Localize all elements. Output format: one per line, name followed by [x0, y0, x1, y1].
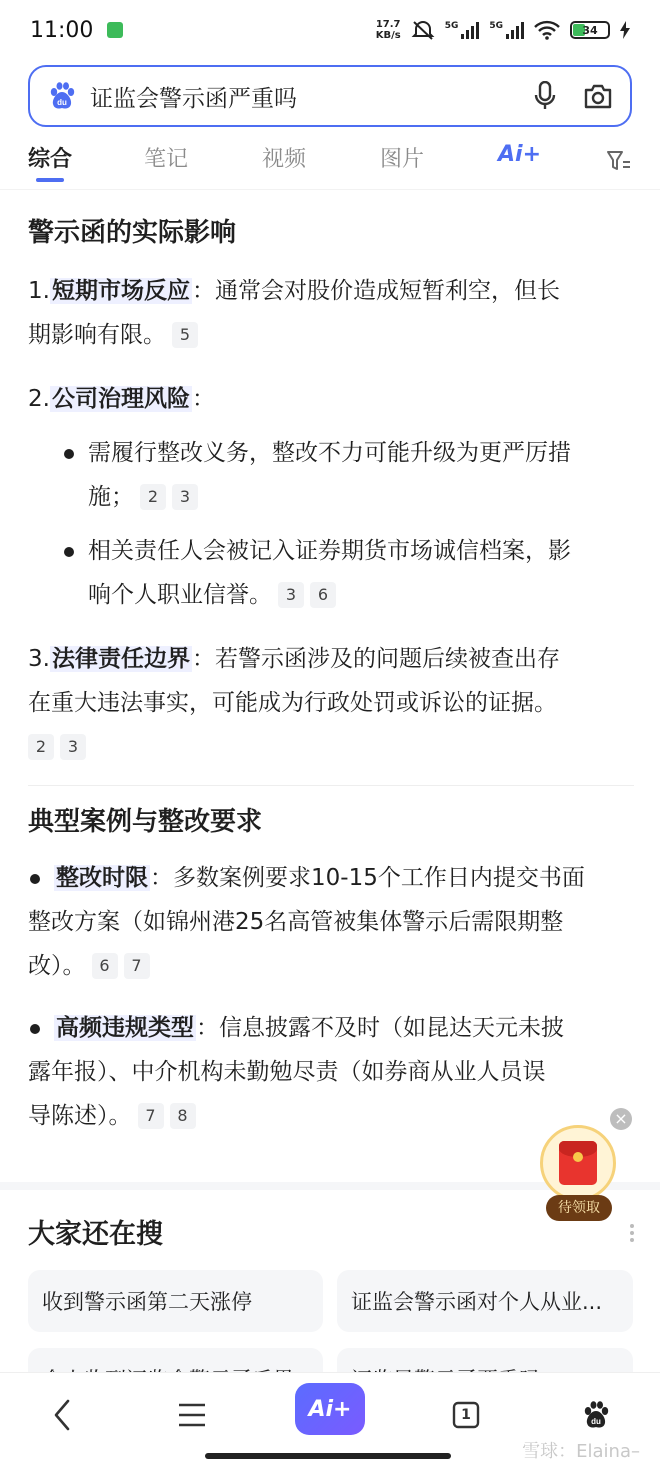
tab-videos[interactable]: 视频	[262, 147, 307, 172]
battery-icon: 34	[570, 21, 610, 39]
section-title: 警示函的实际影响	[28, 218, 237, 248]
svg-text:du: du	[591, 1417, 601, 1426]
tab-images[interactable]: 图片	[380, 147, 425, 172]
reference-badge[interactable]: 3	[60, 734, 86, 760]
baidu-paw-icon	[581, 1400, 611, 1430]
sub-list-item: 需履行整改义务，整改不力可能升级为更严厉措 施； 2 3	[28, 431, 634, 519]
menu-icon	[177, 1402, 207, 1428]
reference-badge[interactable]: 3	[278, 582, 304, 608]
tabs-button[interactable]	[446, 1395, 486, 1435]
list-item: 1.短期市场反应：通常会对股价造成短暂利空，但长 期影响有限。 5	[28, 278, 560, 348]
tab-notes[interactable]: 笔记	[144, 147, 189, 172]
close-icon[interactable]: ×	[610, 1108, 632, 1130]
bottom-navigation	[0, 1372, 660, 1467]
reference-badge[interactable]: 3	[172, 484, 198, 510]
list-item: 3.法律责任边界：若警示函涉及的问题后续被查出存 在重大违法事实，可能成为行政处罚或诉讼的证据。 2 3	[28, 637, 634, 769]
mute-alarm-icon	[411, 19, 435, 41]
ai-assistant-button[interactable]: Ai+	[295, 1383, 365, 1435]
watermark: 雪球：Elaina–	[522, 1441, 640, 1462]
red-envelope-icon	[540, 1125, 616, 1201]
keyword-highlight: 整改时限	[56, 865, 148, 891]
reference-badge[interactable]: 8	[170, 1103, 196, 1129]
keyword-highlight: 公司治理风险	[51, 386, 190, 412]
tab-count: 1	[461, 1407, 471, 1423]
status-indicators	[376, 19, 630, 41]
reference-badge[interactable]: 6	[92, 953, 118, 979]
list-item: 整改时限：多数案例要求10-15个工作日内提交书面 整改方案（如锦州港25名高管被集体警示后需限期整 改）。 6 7	[28, 856, 634, 988]
keyword-highlight: 高频违规类型	[56, 1015, 194, 1041]
charging-icon	[620, 21, 630, 39]
home-indicator[interactable]	[205, 1453, 451, 1459]
camera-icon[interactable]	[582, 80, 614, 112]
reference-badge[interactable]: 7	[138, 1103, 164, 1129]
more-options-icon[interactable]	[630, 1224, 634, 1244]
related-search-chip[interactable]: 收到警示函第二天涨停	[28, 1270, 323, 1332]
search-input[interactable]: 证监会警示函严重吗	[90, 85, 297, 112]
tab-all[interactable]: 综合	[28, 138, 144, 186]
menu-button[interactable]	[172, 1395, 212, 1435]
status-time: 11:00	[30, 17, 94, 43]
wifi-icon	[534, 20, 560, 40]
ai-answer-content	[28, 205, 634, 1138]
section-divider	[28, 785, 634, 786]
network-speed: 17.7 KB/s	[375, 19, 401, 41]
app-notification-icon	[107, 22, 123, 38]
keyword-highlight: 法律责任边界	[51, 646, 190, 672]
related-search-chip[interactable]: 证监会警示函对个人从业...	[337, 1270, 633, 1332]
svg-text:du: du	[57, 98, 67, 107]
baidu-logo-icon	[46, 80, 78, 112]
red-packet-widget[interactable]	[540, 1125, 618, 1225]
status-bar	[0, 0, 660, 60]
tab-ai[interactable]: Ai+	[498, 142, 542, 167]
keyword-highlight: 短期市场反应	[51, 278, 190, 304]
section-title: 典型案例与整改要求	[28, 807, 263, 837]
reference-badge[interactable]: 6	[310, 582, 336, 608]
baidu-home-button[interactable]	[576, 1395, 616, 1435]
signal-5g-icon-2: 5G	[489, 21, 524, 39]
search-tabs	[0, 138, 660, 190]
microphone-icon[interactable]	[530, 79, 560, 113]
sub-list-item: 相关责任人会被记入证券期货市场诚信档案，影 响个人职业信誉。 3 6	[28, 529, 634, 617]
reference-badge[interactable]: 2	[28, 734, 54, 760]
list-item: 2.公司治理风险：	[28, 386, 215, 412]
filter-icon[interactable]	[606, 148, 632, 174]
related-searches-title: 大家还在搜	[28, 1219, 163, 1250]
red-packet-label: 待领取	[546, 1195, 612, 1221]
signal-5g-icon: 5G	[445, 21, 480, 39]
back-button[interactable]	[42, 1395, 82, 1435]
reference-badge[interactable]: 5	[172, 322, 198, 348]
reference-badge[interactable]: 7	[124, 953, 150, 979]
reference-badge[interactable]: 2	[140, 484, 166, 510]
chevron-left-icon	[52, 1399, 72, 1431]
list-item: 高频违规类型：信息披露不及时（如昆达天元未披 露年报）、中介机构未勤勉尽责（如券商从业人员误 导陈述）。 7 8	[28, 1006, 634, 1138]
search-bar[interactable]	[28, 65, 632, 127]
